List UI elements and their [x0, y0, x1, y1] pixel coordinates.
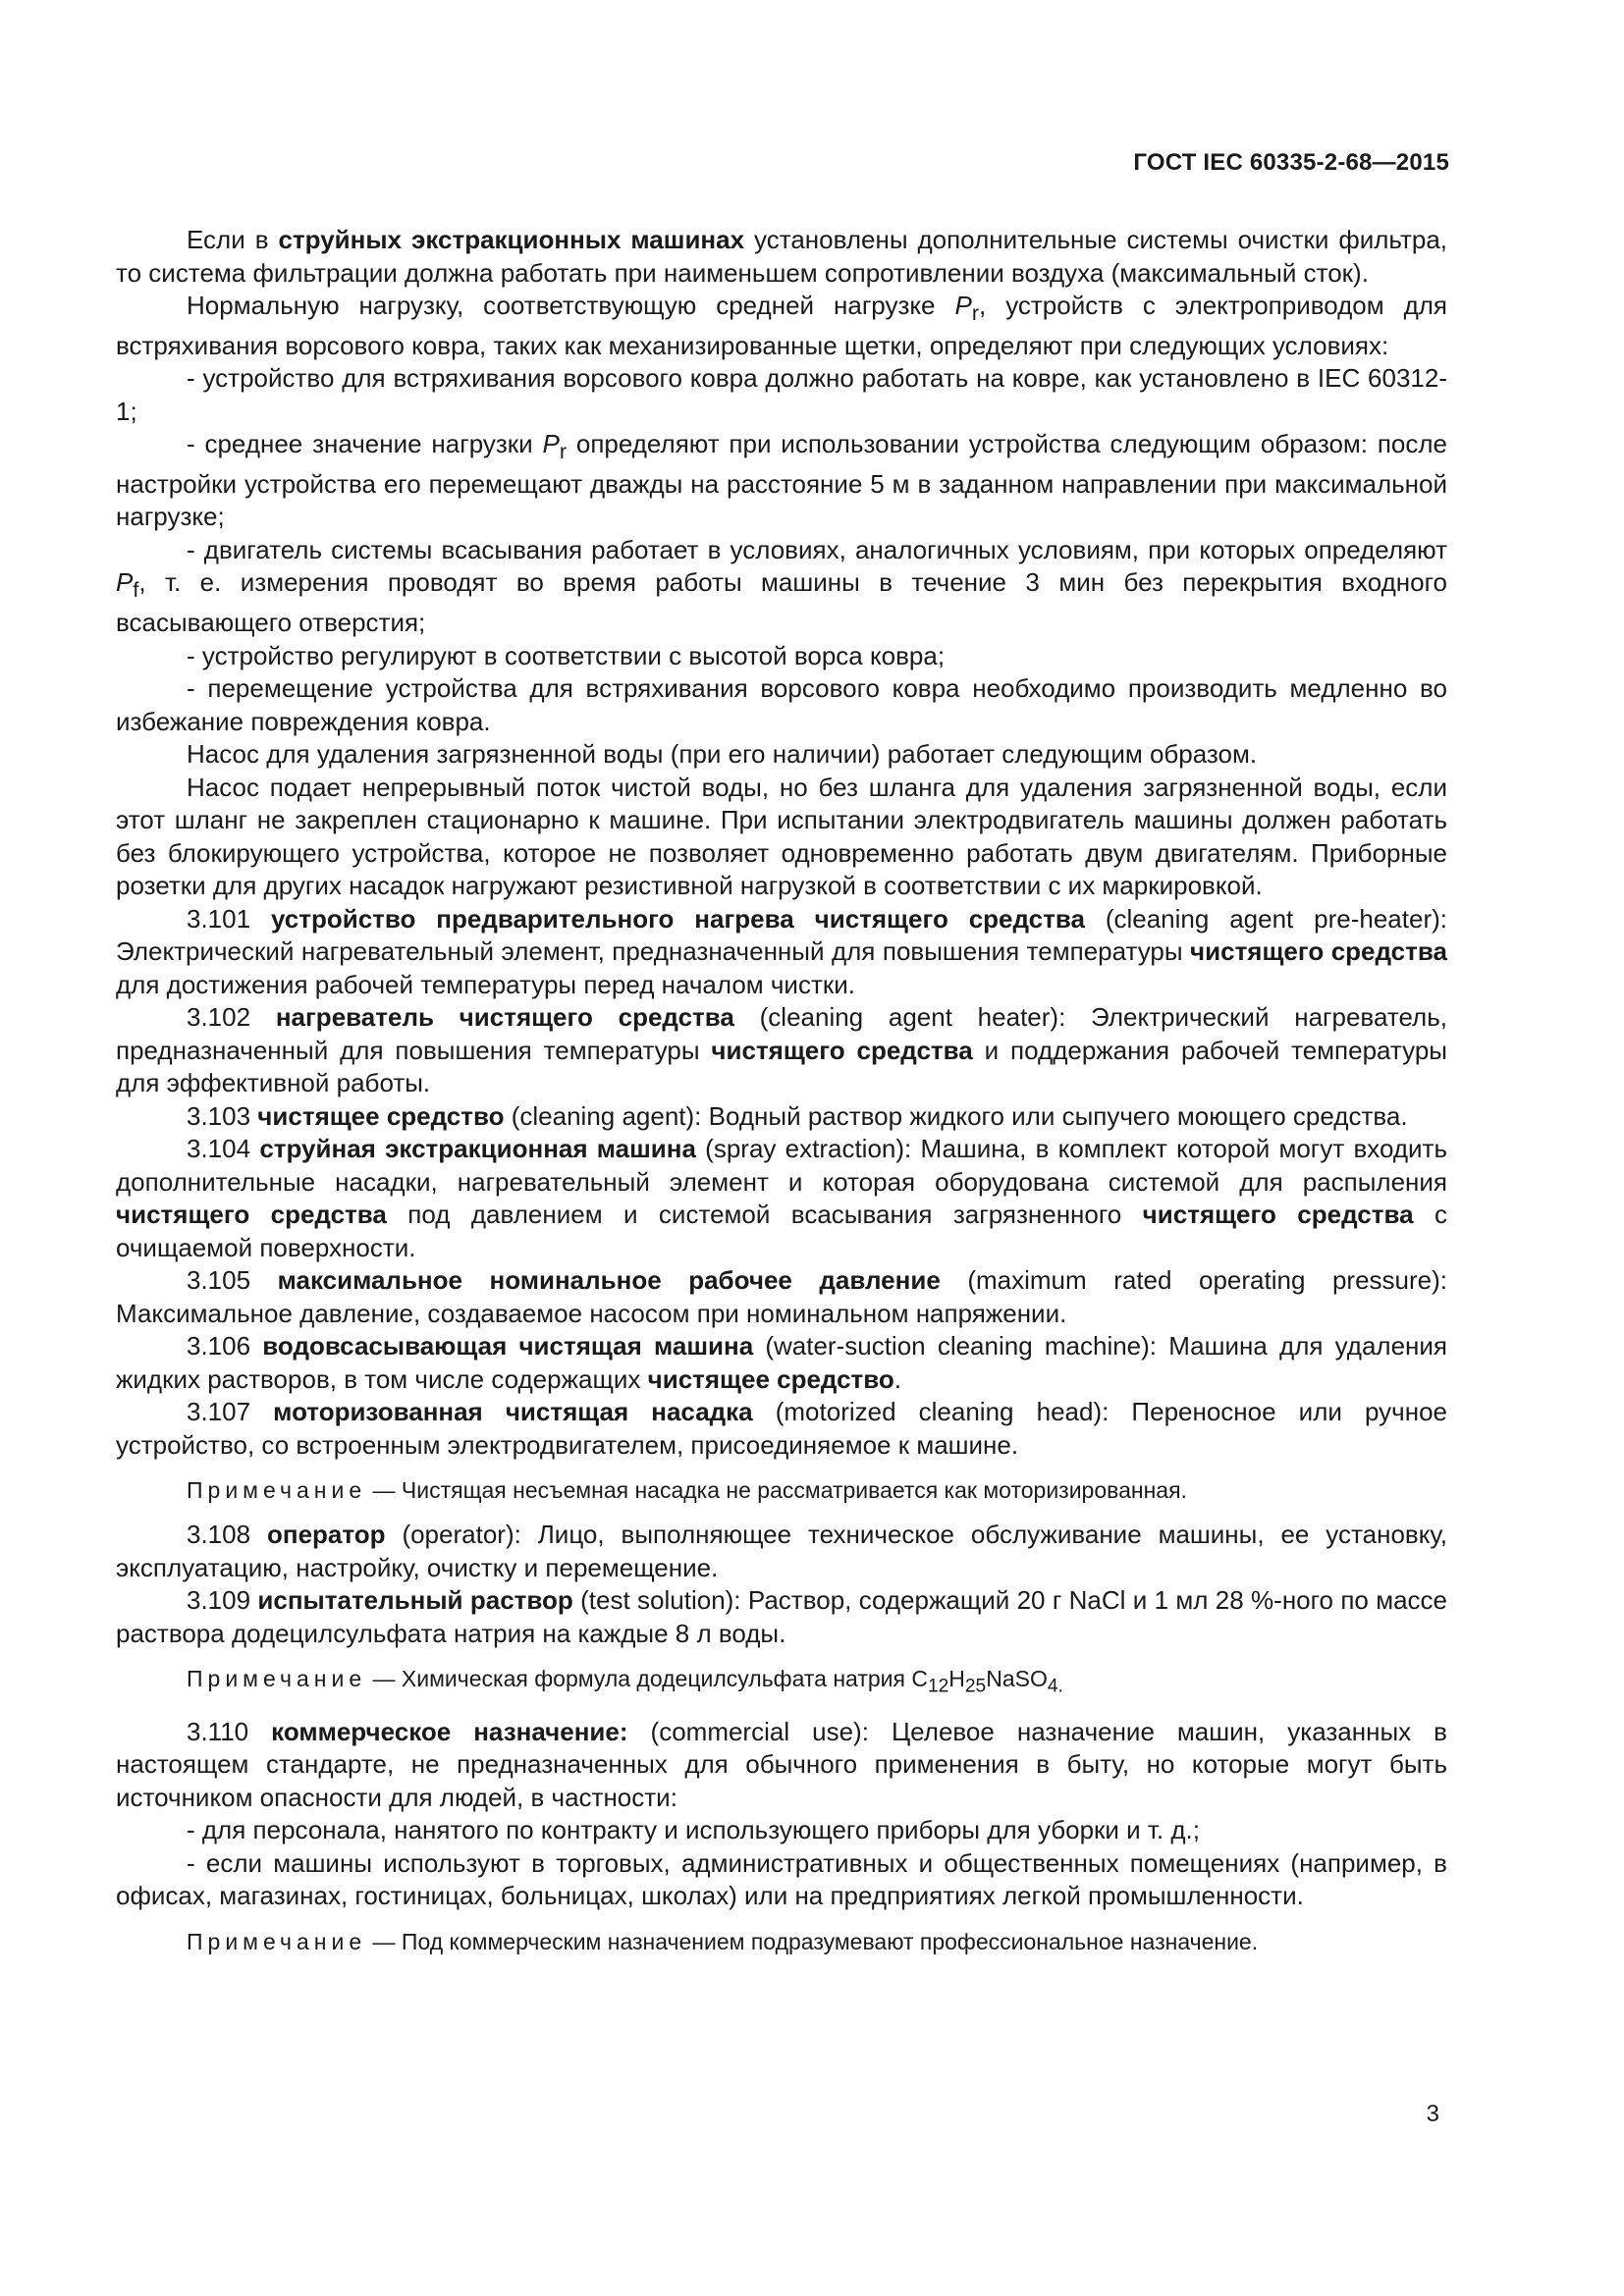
paragraph — [116, 903, 1447, 1002]
text-run: 3.110 — [187, 1716, 272, 1746]
text-run: (maximum rated operating pressure): Максимальное давление, создаваемое насосом при номинальном напряжении. — [116, 1265, 1447, 1328]
term: чистящее средство — [257, 1100, 505, 1131]
text-run: . — [893, 1363, 902, 1394]
term: чистящего средства — [1190, 936, 1447, 967]
term: нагреватель чистящего средства — [275, 1002, 734, 1033]
paragraph — [116, 1716, 1447, 1815]
text-run: (motorized cleaning head): Переносное или ручное устройство, со встроенным электродвигателем, присоединяемое к машине. — [116, 1397, 1447, 1460]
paragraph — [116, 362, 1447, 428]
text-run: — Химическая формула додецилсульфата натрия C — [366, 1666, 928, 1692]
text-run: NaSO — [986, 1666, 1048, 1692]
text-run: - устройство регулируют в соответствии с высотой ворса ковра; — [187, 640, 946, 670]
term: коммерческое назначение: — [271, 1716, 628, 1746]
term: чистящего средства — [711, 1035, 973, 1065]
text-run: — Чистящая несъемная насадка не рассматривается как моторизированная. — [366, 1477, 1187, 1504]
paragraph — [116, 1519, 1447, 1584]
text-run: под давлением и системой всасывания загрязненного — [386, 1200, 1143, 1230]
text-run: , т. е. измерения проводят во время работы машины в течение 3 мин без перекрытия входного всасывающего отверстия; — [116, 567, 1447, 638]
text-run: f — [133, 577, 139, 603]
text-run: 3.103 — [187, 1100, 258, 1131]
term: устройство предварительного нагрева чистящего средства — [270, 903, 1085, 934]
text-run: 25 — [964, 1676, 987, 1697]
text-run: P — [954, 291, 972, 320]
paragraph — [116, 738, 1447, 772]
text-run: H — [948, 1666, 965, 1692]
paragraph — [116, 672, 1447, 738]
text-run: 3.109 — [187, 1585, 258, 1616]
text-run: 3.107 — [187, 1397, 274, 1427]
text-run: - для персонала, нанятого по контракту и использующего приборы для уборки и т. д.; — [187, 1815, 1201, 1845]
paragraph — [116, 1584, 1447, 1650]
text-run: определяют при использовании устройства следующим образом: после настройки устройства его перемещают дважды на расстояние 5 м в заданном направлении при максимальной нагрузке; — [116, 429, 1448, 532]
paragraph — [116, 1264, 1447, 1330]
text-run: 3.102 — [187, 1002, 276, 1033]
note-label: Примечание — [187, 1477, 367, 1504]
paragraph — [116, 1133, 1447, 1264]
term: испытательный раствор — [257, 1585, 573, 1616]
text-run: 3.108 — [187, 1520, 267, 1550]
term: водовсасывающая чистящая машина — [262, 1331, 754, 1362]
text-run: (water-suction cleaning machine): Машина для удаления жидких растворов, в том числе содержащих — [116, 1331, 1448, 1394]
text-run: для достижения рабочей температуры перед началом чистки. — [116, 969, 855, 999]
text-run: , устройств с электроприводом для встряхивания ворсового ковра, таких как механизированные щетки, определяют при следующих условиях: — [116, 291, 1447, 360]
text-run: 12 — [927, 1676, 949, 1697]
text-run: Насос для удаления загрязненной воды (при его наличии) работает следующим образом. — [187, 739, 1258, 770]
text-run: - если машины используют в торговых, административных и общественных помещениях (например, в офисах, магазинах, гостиницах, больницах, школах) или на предприятиях легкой промышленности. — [116, 1847, 1447, 1911]
text-run: 3.106 — [187, 1331, 263, 1362]
text-run: и поддержания рабочей температуры для эффективной работы. — [116, 1035, 1447, 1098]
text-run: 3.101 — [187, 903, 271, 934]
text-run: - двигатель системы всасывания работает в условиях, аналогичных условиям, при которых определяют — [187, 534, 1447, 564]
note-paragraph — [116, 1474, 1447, 1506]
term: струйных экстракционных машинах — [278, 225, 745, 254]
text-run: 3.104 — [187, 1134, 260, 1164]
term: моторизованная чистящая насадка — [273, 1397, 753, 1427]
paragraph — [116, 1814, 1447, 1847]
text-run: Если в — [187, 225, 279, 254]
term: чистящего средства — [116, 1200, 387, 1230]
note-paragraph — [116, 1926, 1447, 1957]
text-run: (cleaning agent pre-heater): Электрический нагревательный элемент, предназначенный для повышения температуры — [116, 903, 1447, 967]
text-run: r — [559, 439, 568, 464]
term: струйная экстракционная машина — [259, 1134, 696, 1164]
paragraph — [116, 224, 1447, 290]
text-run: — Под коммерческим назначением подразумевают профессиональное назначение. — [366, 1928, 1259, 1954]
term: чистящее средство — [647, 1363, 894, 1394]
text-run: (test solution): Раствор, содержащий 20 г NaCl и 1 мл 28 %-ного по массе раствора додецилсульфата натрия на каждые 8 л воды. — [116, 1585, 1447, 1648]
note-paragraph — [116, 1663, 1447, 1703]
text-run: - перемещение устройства для встряхивания ворсового ковра необходимо производить медленно во избежание повреждения ковра. — [116, 673, 1447, 736]
text-run: (commercial use): Целевое назначение машин, указанных в настоящем стандарте, не предназначенных для обычного применения в быту, но которые могут быть источником опасности для людей, в частности: — [116, 1716, 1447, 1812]
text-run: 3.105 — [187, 1265, 278, 1296]
paragraph — [116, 772, 1447, 903]
paragraph — [116, 1396, 1447, 1462]
text-run: - устройство для встряхивания ворсового ковра должно работать на ковре, как установлено в IEC 60312-1; — [116, 363, 1447, 426]
term: чистящего средства — [1142, 1200, 1414, 1230]
term: оператор — [266, 1520, 386, 1550]
text-run: (spray extraction): Машина, в комплект которой могут входить дополнительные насадки, нагревательный элемент и которая оборудована системой для распыления — [116, 1134, 1447, 1197]
text-run: P — [542, 429, 560, 459]
page-number: 3 — [1426, 2101, 1439, 2127]
term: максимальное номинальное рабочее давление — [277, 1265, 941, 1296]
document-header: ГОСТ IEC 60335-2-68—2015 — [1133, 149, 1449, 176]
text-run: P — [116, 567, 134, 598]
note-label: Примечание — [187, 1666, 367, 1692]
text-run: установлены дополнительные системы очистки фильтра, то система фильтрации должна работать при наименьшем сопротивлении воздуха (максимальный сток). — [116, 225, 1447, 288]
text-run: r — [971, 300, 980, 326]
text-run: 4. — [1047, 1676, 1063, 1697]
text-run: (cleaning agent): Водный раствор жидкого или сыпучего моющего средства. — [504, 1100, 1408, 1131]
text-run: (operator): Лицо, выполняющее техническое обслуживание машины, ее установку, эксплуатацию, настройку, очистку и перемещение. — [116, 1520, 1448, 1582]
document-body — [116, 224, 1447, 1970]
text-run: Нормальную нагрузку, соответствующую средней нагрузке — [187, 291, 955, 320]
paragraph — [116, 534, 1447, 640]
paragraph — [116, 1330, 1447, 1396]
text-run: (cleaning agent heater): Электрический нагреватель, предназначенный для повышения температуры — [116, 1002, 1447, 1065]
text-run: - среднее значение нагрузки — [187, 429, 543, 459]
text-run: Насос подает непрерывный поток чистой воды, но без шланга для удаления загрязненной воды, если этот шланг не закреплен стационарно к машине. При испытании электродвигатель машины должен работать без блокирующего устройства, которое не позволяет одновременно работать двум двигателям. Приборные розетки для других насадок нагружают резистивной нагрузкой в соответствии с их маркировкой. — [116, 772, 1447, 901]
paragraph — [116, 428, 1447, 534]
paragraph — [116, 290, 1447, 362]
paragraph — [116, 1847, 1447, 1913]
note-label: Примечание — [187, 1928, 367, 1954]
text-run: с очищаемой поверхности. — [116, 1200, 1447, 1262]
paragraph — [116, 640, 1447, 673]
paragraph — [116, 1001, 1447, 1100]
paragraph — [116, 1100, 1447, 1134]
